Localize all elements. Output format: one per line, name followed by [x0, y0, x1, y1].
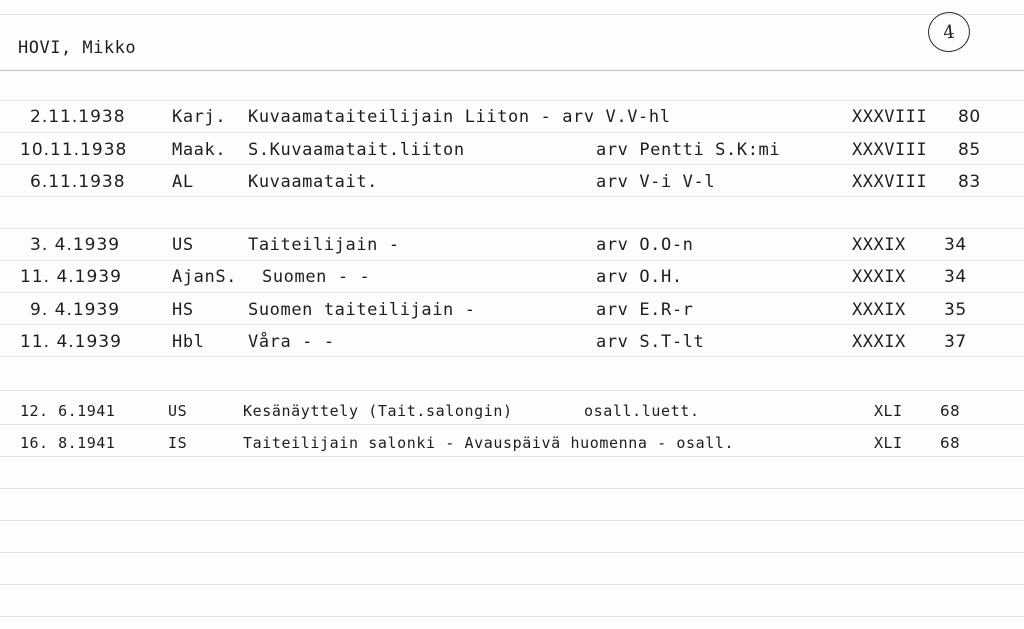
clipping-entry	[0, 172, 1024, 196]
entry-volume: XXXVIII	[852, 140, 928, 160]
entry-title: S.Kuvaamatait.liiton	[248, 140, 465, 160]
entry-review: arv O.O-n	[596, 235, 694, 255]
entry-review: arv S.T-lt	[596, 332, 705, 352]
card-number-circle: 4	[926, 10, 972, 54]
entry-review: arv O.H.	[596, 267, 683, 287]
entry-date: 11. 4.1939	[20, 267, 122, 287]
entry-review: arv V-i V-l	[596, 172, 716, 192]
entry-review: osall.luett.	[584, 402, 700, 420]
entry-date: 11. 4.1939	[20, 332, 122, 352]
card-ruling	[0, 100, 1024, 101]
entry-page: 80	[958, 107, 981, 127]
card-ruling	[0, 356, 1024, 357]
entry-volume: XXXIX	[852, 332, 906, 352]
entry-title: Kesänäyttely (Tait.salongin)	[243, 402, 513, 420]
card-ruling	[0, 584, 1024, 585]
entry-title: Kuvaamatait.	[248, 172, 379, 192]
entry-review: arv E.R-r	[596, 300, 694, 320]
entry-date: 3. 4.1939	[30, 235, 121, 255]
clipping-entry	[0, 332, 1024, 356]
card-ruling	[0, 260, 1024, 261]
entry-volume: XLI	[874, 402, 903, 420]
entry-date: 16. 8.1941	[20, 434, 116, 452]
card-ruling	[0, 14, 1024, 15]
card-ruling	[0, 228, 1024, 229]
entry-title: Suomen taiteilijain -	[248, 300, 476, 320]
card-ruling	[0, 488, 1024, 489]
entry-page: 35	[944, 300, 967, 320]
entry-source: IS	[168, 434, 188, 452]
header-divider	[0, 70, 1024, 71]
entry-date: 10.11.1938	[20, 140, 128, 160]
card-ruling	[0, 520, 1024, 521]
entry-page: 34	[944, 267, 967, 287]
entry-source: Karj.	[172, 107, 227, 127]
clipping-entry	[0, 267, 1024, 291]
entry-title: Taiteilijain -	[248, 235, 400, 255]
entry-title: Taiteilijain salonki - Avauspäivä huomenna - osall.	[243, 434, 735, 452]
entry-date: 2.11.1938	[30, 107, 126, 127]
entry-volume: XXXIX	[852, 267, 906, 287]
entry-title: Suomen - -	[262, 267, 371, 287]
clipping-entry	[0, 434, 1024, 458]
entry-title: Våra - -	[248, 332, 335, 352]
entry-title: Kuvaamataiteilijain Liiton - arv V.V-hl	[248, 107, 671, 127]
clipping-entry	[0, 107, 1024, 131]
entry-source: HS	[172, 300, 194, 320]
entry-volume: XXXIX	[852, 235, 906, 255]
card-ruling	[0, 164, 1024, 165]
clipping-entry	[0, 300, 1024, 324]
entry-page: 68	[940, 434, 961, 452]
entry-source: US	[172, 235, 194, 255]
clipping-entry	[0, 140, 1024, 164]
entry-date: 6.11.1938	[30, 172, 126, 192]
entry-source: AL	[172, 172, 194, 192]
entry-page: 37	[944, 332, 967, 352]
entry-page: 85	[958, 140, 981, 160]
person-name: HOVI, Mikko	[18, 38, 137, 58]
clipping-entry	[0, 402, 1024, 426]
card-ruling	[0, 132, 1024, 133]
entry-source: US	[168, 402, 188, 420]
entry-page: 34	[944, 235, 967, 255]
entry-source: AjanS.	[172, 267, 238, 287]
card-ruling	[0, 324, 1024, 325]
entry-review: arv Pentti S.K:mi	[596, 140, 781, 160]
entry-volume: XXXVIII	[852, 172, 928, 192]
entry-volume: XXXIX	[852, 300, 906, 320]
card-ruling	[0, 292, 1024, 293]
clipping-entry	[0, 235, 1024, 259]
entry-volume: XXXVIII	[852, 107, 928, 127]
card-ruling	[0, 552, 1024, 553]
entry-source: Maak.	[172, 140, 227, 160]
entry-volume: XLI	[874, 434, 903, 452]
entry-date: 12. 6.1941	[20, 402, 116, 420]
entry-date: 9. 4.1939	[30, 300, 121, 320]
card-ruling	[0, 616, 1024, 617]
card-ruling	[0, 196, 1024, 197]
card-ruling	[0, 390, 1024, 391]
entry-page: 68	[940, 402, 961, 420]
entry-source: Hbl	[172, 332, 205, 352]
entry-page: 83	[958, 172, 981, 192]
